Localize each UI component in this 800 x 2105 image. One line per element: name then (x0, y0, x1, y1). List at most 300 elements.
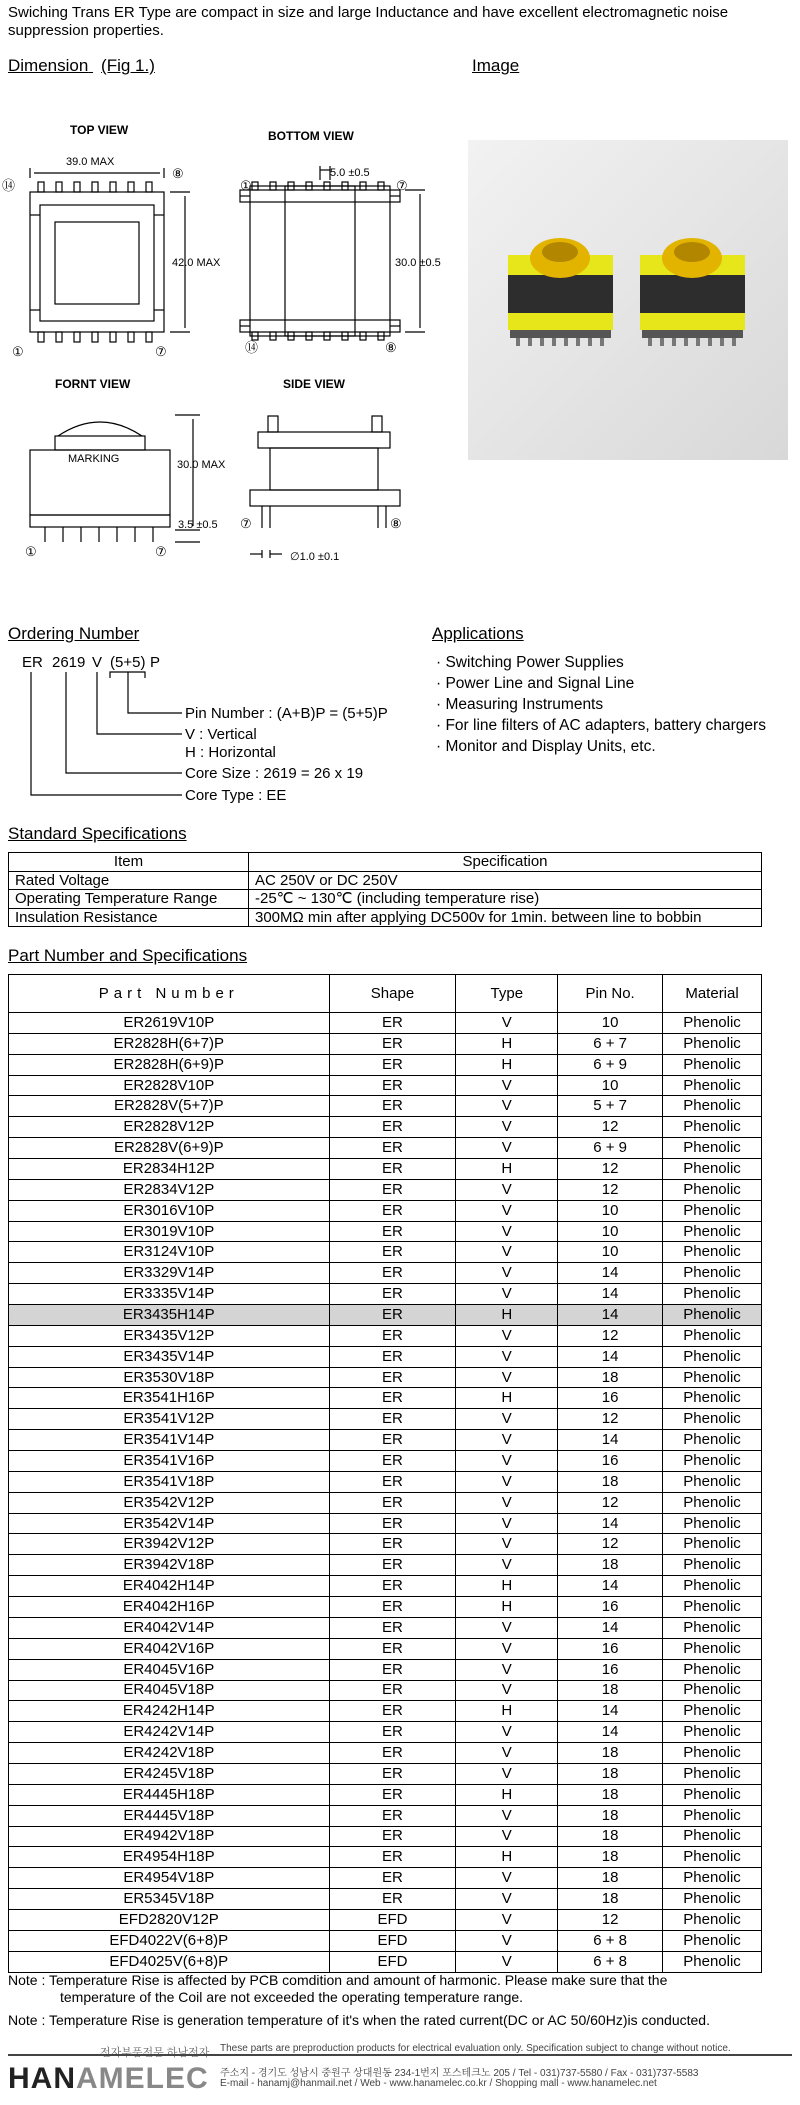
cell-part-number: ER4042V14P (9, 1617, 330, 1638)
cell-part-number: ER3541V16P (9, 1451, 330, 1472)
cell-shape: ER (329, 1784, 456, 1805)
cell-part-number: ER3016V10P (9, 1200, 330, 1221)
cell-pin-no: 14 (558, 1346, 663, 1367)
table-row (9, 1033, 762, 1054)
cell-material: Phenolic (663, 1451, 762, 1472)
table-row (9, 1159, 762, 1180)
cell-part-number: ER4954H18P (9, 1847, 330, 1868)
cell-part-number: ER3019V10P (9, 1221, 330, 1242)
std-item: Rated Voltage (9, 871, 249, 890)
cell-part-number: ER3541V18P (9, 1471, 330, 1492)
table-row (9, 1346, 762, 1367)
cell-material: Phenolic (663, 1325, 762, 1346)
cell-part-number: ER2828H(6+9)P (9, 1054, 330, 1075)
cell-shape: ER (329, 1722, 456, 1743)
side-view-label: SIDE VIEW (283, 377, 346, 391)
cell-pin-no: 16 (558, 1388, 663, 1409)
cell-material: Phenolic (663, 1117, 762, 1138)
cell-material: Phenolic (663, 1096, 762, 1117)
cell-pin-no: 14 (558, 1513, 663, 1534)
cell-material: Phenolic (663, 1805, 762, 1826)
cell-type: V (456, 1451, 558, 1472)
cell-material: Phenolic (663, 1179, 762, 1200)
cell-type: V (456, 1013, 558, 1034)
cell-part-number: ER3335V14P (9, 1284, 330, 1305)
cell-material: Phenolic (663, 1075, 762, 1096)
std-header-spec: Specification (249, 853, 762, 872)
cell-part-number: ER4242H14P (9, 1701, 330, 1722)
table-row (9, 1534, 762, 1555)
cell-material: Phenolic (663, 1054, 762, 1075)
standard-heading: Standard Specifications (8, 824, 187, 843)
cell-type: V (456, 1513, 558, 1534)
cell-shape: ER (329, 1617, 456, 1638)
cell-shape: ER (329, 1680, 456, 1701)
cell-type: H (456, 1701, 558, 1722)
dim-35: 3.5 ±0.5 (178, 519, 218, 531)
cell-pin-no: 12 (558, 1179, 663, 1200)
table-row (9, 1826, 762, 1847)
cell-shape: ER (329, 1743, 456, 1764)
table-row (9, 1951, 762, 1972)
cell-part-number: EFD2820V12P (9, 1909, 330, 1930)
cell-type: V (456, 1430, 558, 1451)
cell-part-number: ER4445V18P (9, 1805, 330, 1826)
cell-material: Phenolic (663, 1597, 762, 1618)
table-row (9, 1096, 762, 1117)
cell-material: Phenolic (663, 1826, 762, 1847)
cell-shape: ER (329, 1159, 456, 1180)
cell-part-number: ER4245V18P (9, 1763, 330, 1784)
cell-pin-no: 10 (558, 1075, 663, 1096)
company-logo (8, 2062, 209, 2096)
cell-shape: ER (329, 1451, 456, 1472)
cell-part-number: ER4042H16P (9, 1597, 330, 1618)
cell-type: V (456, 1930, 558, 1951)
cell-shape: ER (329, 1576, 456, 1597)
cell-pin-no: 18 (558, 1826, 663, 1847)
dim-39: 39.0 MAX (66, 156, 115, 168)
cell-shape: ER (329, 1179, 456, 1200)
table-row (9, 1451, 762, 1472)
fig-label: (Fig 1.) (101, 56, 155, 75)
table-row (9, 908, 762, 927)
cell-shape: EFD (329, 1909, 456, 1930)
dim-30max: 30.0 MAX (177, 459, 226, 471)
cell-material: Phenolic (663, 1221, 762, 1242)
cell-shape: ER (329, 1805, 456, 1826)
cell-shape: ER (329, 1492, 456, 1513)
cell-type: V (456, 1263, 558, 1284)
cell-material: Phenolic (663, 1847, 762, 1868)
cell-part-number: ER2828V(5+7)P (9, 1096, 330, 1117)
cell-type: V (456, 1534, 558, 1555)
table-row (9, 1179, 762, 1200)
cell-shape: ER (329, 1701, 456, 1722)
cell-type: V (456, 1096, 558, 1117)
cell-material: Phenolic (663, 1659, 762, 1680)
table-row (9, 1367, 762, 1388)
cell-pin-no: 18 (558, 1847, 663, 1868)
horizontal-desc: H : Horizontal (185, 744, 276, 761)
cell-shape: ER (329, 1471, 456, 1492)
application-item: · Monitor and Display Units, etc. (436, 736, 796, 757)
cell-part-number: ER3542V14P (9, 1513, 330, 1534)
cell-part-number: ER3942V12P (9, 1534, 330, 1555)
cell-type: V (456, 1638, 558, 1659)
code-core-type: ER (22, 654, 43, 671)
cell-material: Phenolic (663, 1284, 762, 1305)
cell-type: V (456, 1471, 558, 1492)
cell-type: V (456, 1617, 558, 1638)
cell-type: H (456, 1576, 558, 1597)
cell-part-number: ER2828V10P (9, 1075, 330, 1096)
cell-shape: EFD (329, 1951, 456, 1972)
cell-pin-no: 12 (558, 1534, 663, 1555)
cell-pin-no: 14 (558, 1284, 663, 1305)
image-heading: Image (472, 56, 520, 75)
cell-shape: ER (329, 1346, 456, 1367)
cell-part-number: ER2834V12P (9, 1179, 330, 1200)
cell-part-number: ER3530V18P (9, 1367, 330, 1388)
core-size-desc: Core Size : 2619 = 26 x 19 (185, 765, 364, 782)
cell-pin-no: 16 (558, 1638, 663, 1659)
cell-shape: ER (329, 1868, 456, 1889)
cell-pin-no: 6 + 8 (558, 1930, 663, 1951)
table-row (9, 871, 762, 890)
vertical-desc: V : Vertical (185, 726, 257, 743)
table-row (9, 890, 762, 909)
footer-contact: E-mail - hanamj@hanmail.net / Web - www.hanamelec.co.kr / Shopping mall - www.hanamelec.net (220, 2078, 657, 2089)
cell-part-number: ER2619V10P (9, 1013, 330, 1034)
front-view-label: FORNT VIEW (55, 377, 131, 391)
cell-shape: ER (329, 1138, 456, 1159)
table-row (9, 1409, 762, 1430)
cell-part-number: ER4042V16P (9, 1638, 330, 1659)
company-tagline: 전자부품전문 하남전자 (100, 2047, 210, 2059)
cell-shape: ER (329, 1659, 456, 1680)
cell-shape: ER (329, 1889, 456, 1910)
cell-part-number: ER2828V12P (9, 1117, 330, 1138)
cell-material: Phenolic (663, 1617, 762, 1638)
applications-heading: Applications (432, 624, 524, 643)
cell-type: H (456, 1784, 558, 1805)
table-row (9, 1013, 762, 1034)
pin14-top: ⑭ (2, 178, 16, 193)
table-row (9, 1471, 762, 1492)
cell-pin-no: 6 + 9 (558, 1054, 663, 1075)
code-orientation: V (92, 654, 103, 671)
header-type: Type (456, 975, 558, 1013)
table-row (9, 1722, 762, 1743)
table-row (9, 1263, 762, 1284)
pin7-side: ⑦ (240, 516, 252, 531)
table-row (9, 1805, 762, 1826)
table-row (9, 1138, 762, 1159)
cell-material: Phenolic (663, 1200, 762, 1221)
cell-pin-no: 18 (558, 1471, 663, 1492)
cell-pin-no: 18 (558, 1889, 663, 1910)
table-row (9, 1117, 762, 1138)
cell-material: Phenolic (663, 1263, 762, 1284)
code-core-size: 2619 (52, 654, 86, 671)
cell-shape: ER (329, 1388, 456, 1409)
cell-material: Phenolic (663, 1763, 762, 1784)
table-row (9, 1284, 762, 1305)
cell-shape: ER (329, 1305, 456, 1326)
cell-type: V (456, 1221, 558, 1242)
cell-type: H (456, 1847, 558, 1868)
cell-type: V (456, 1117, 558, 1138)
table-row (9, 1054, 762, 1075)
cell-shape: ER (329, 1513, 456, 1534)
table-row (9, 1909, 762, 1930)
cell-type: H (456, 1159, 558, 1180)
footer (0, 2040, 800, 2105)
cell-part-number: ER3942V18P (9, 1555, 330, 1576)
dimension-heading (8, 56, 155, 76)
cell-pin-no: 12 (558, 1117, 663, 1138)
cell-shape: ER (329, 1597, 456, 1618)
cell-type: V (456, 1179, 558, 1200)
cell-material: Phenolic (663, 1409, 762, 1430)
cell-type: V (456, 1763, 558, 1784)
ordering-diagram (0, 622, 430, 817)
cell-part-number: EFD4025V(6+8)P (9, 1951, 330, 1972)
cell-type: V (456, 1409, 558, 1430)
cell-pin-no: 18 (558, 1868, 663, 1889)
table-row (9, 1659, 762, 1680)
cell-material: Phenolic (663, 1680, 762, 1701)
cell-material: Phenolic (663, 1555, 762, 1576)
cell-shape: ER (329, 1638, 456, 1659)
cell-part-number: ER3435V14P (9, 1346, 330, 1367)
cell-material: Phenolic (663, 1242, 762, 1263)
header-part-number (9, 975, 330, 1013)
application-item: · Measuring Instruments (436, 694, 796, 715)
header-part-number-label: Part Number (98, 985, 239, 1002)
note-1: Note : Temperature Rise is affected by PCB comdition and amount of harmonic. Please make sure that the (8, 1972, 668, 1988)
cell-material: Phenolic (663, 1033, 762, 1054)
cell-part-number: ER3541V14P (9, 1430, 330, 1451)
cell-type: V (456, 1951, 558, 1972)
table-row (9, 1242, 762, 1263)
table-row (9, 1743, 762, 1764)
std-item: Insulation Resistance (9, 908, 249, 927)
cell-material: Phenolic (663, 1430, 762, 1451)
cell-part-number: ER3541H16P (9, 1388, 330, 1409)
cell-type: V (456, 1492, 558, 1513)
cell-shape: ER (329, 1263, 456, 1284)
footer-disclaimer: These parts are preproduction products for electrical evaluation only. Specification subject to change without notice. (220, 2043, 731, 2054)
table-row (9, 1847, 762, 1868)
cell-material: Phenolic (663, 1784, 762, 1805)
std-spec: AC 250V or DC 250V (249, 871, 762, 890)
table-row (9, 1576, 762, 1597)
table-row (9, 1200, 762, 1221)
cell-shape: ER (329, 1430, 456, 1451)
application-item: · Switching Power Supplies (436, 652, 796, 673)
part-number-table (8, 974, 762, 1973)
table-row (9, 1305, 762, 1326)
dim-30a: 30.0 ±0.5 (395, 257, 441, 269)
table-row (9, 1597, 762, 1618)
cell-part-number: ER4042H14P (9, 1576, 330, 1597)
cell-shape: ER (329, 1013, 456, 1034)
cell-pin-no: 18 (558, 1784, 663, 1805)
dim-42: 42.0 MAX (172, 257, 221, 269)
cell-part-number: ER2828H(6+7)P (9, 1033, 330, 1054)
cell-part-number: ER4045V16P (9, 1659, 330, 1680)
header-pin-no: Pin No. (558, 975, 663, 1013)
cell-part-number: ER4942V18P (9, 1826, 330, 1847)
marking-label: MARKING (68, 453, 120, 465)
code-suffix: P (150, 654, 161, 671)
table-row (9, 1701, 762, 1722)
table-row (9, 1617, 762, 1638)
parts-heading: Part Number and Specifications (8, 946, 248, 965)
cell-shape: ER (329, 1054, 456, 1075)
cell-material: Phenolic (663, 1471, 762, 1492)
table-row (9, 1784, 762, 1805)
cell-pin-no: 16 (558, 1597, 663, 1618)
table-row (9, 1868, 762, 1889)
cell-material: Phenolic (663, 1889, 762, 1910)
cell-type: V (456, 1659, 558, 1680)
cell-part-number: ER3542V12P (9, 1492, 330, 1513)
dim-5: 5.0 ±0.5 (330, 167, 370, 179)
cell-pin-no: 12 (558, 1409, 663, 1430)
table-row (9, 1680, 762, 1701)
cell-pin-no: 10 (558, 1013, 663, 1034)
cell-type: V (456, 1868, 558, 1889)
top-view-label: TOP VIEW (70, 123, 129, 137)
pin14-bottom: ⑭ (245, 340, 259, 355)
cell-shape: ER (329, 1075, 456, 1096)
cell-part-number: ER4242V18P (9, 1743, 330, 1764)
cell-type: V (456, 1200, 558, 1221)
table-row (9, 1221, 762, 1242)
cell-type: V (456, 1346, 558, 1367)
pin8-top: ⑧ (172, 166, 184, 181)
cell-shape: ER (329, 1555, 456, 1576)
pin1-front: ① (25, 544, 37, 559)
cell-shape: ER (329, 1096, 456, 1117)
cell-material: Phenolic (663, 1492, 762, 1513)
table-row (9, 1763, 762, 1784)
table-row (9, 1638, 762, 1659)
note-2: Note : Temperature Rise is generation temperature of it's when the rated current(DC or AC 50/60Hz)is conducted. (8, 2012, 710, 2028)
cell-pin-no: 6 + 9 (558, 1138, 663, 1159)
table-row (9, 1492, 762, 1513)
cell-material: Phenolic (663, 1930, 762, 1951)
cell-type: V (456, 1826, 558, 1847)
cell-part-number: ER2834H12P (9, 1159, 330, 1180)
cell-pin-no: 18 (558, 1367, 663, 1388)
cell-shape: ER (329, 1325, 456, 1346)
cell-material: Phenolic (663, 1159, 762, 1180)
table-row (9, 1388, 762, 1409)
intro-text: Swiching Trans ER Type are compact in size and large Inductance and have excellent electromagnetic noise suppression properties. (8, 4, 729, 39)
cell-pin-no: 18 (558, 1680, 663, 1701)
cell-pin-no: 12 (558, 1325, 663, 1346)
cell-shape: ER (329, 1367, 456, 1388)
cell-pin-no: 14 (558, 1701, 663, 1722)
cell-type: V (456, 1138, 558, 1159)
cell-material: Phenolic (663, 1743, 762, 1764)
cell-material: Phenolic (663, 1909, 762, 1930)
cell-shape: ER (329, 1284, 456, 1305)
cell-type: V (456, 1284, 558, 1305)
cell-pin-no: 16 (558, 1451, 663, 1472)
cell-material: Phenolic (663, 1346, 762, 1367)
cell-pin-no: 14 (558, 1263, 663, 1284)
cell-shape: ER (329, 1763, 456, 1784)
cell-part-number: ER5345V18P (9, 1889, 330, 1910)
cell-pin-no: 12 (558, 1909, 663, 1930)
cell-shape: ER (329, 1409, 456, 1430)
cell-type: V (456, 1367, 558, 1388)
table-row (9, 1325, 762, 1346)
pin-number-desc: Pin Number : (A+B)P = (5+5)P (185, 705, 388, 722)
pin1-bottom: ① (240, 178, 252, 193)
cell-shape: ER (329, 1826, 456, 1847)
cell-pin-no: 18 (558, 1743, 663, 1764)
cell-part-number: ER4445H18P (9, 1784, 330, 1805)
cell-pin-no: 14 (558, 1430, 663, 1451)
cell-type: V (456, 1743, 558, 1764)
note-1-cont: temperature of the Coil are not exceeded the operating temperature range. (60, 1989, 524, 2005)
cell-shape: ER (329, 1221, 456, 1242)
cell-material: Phenolic (663, 1638, 762, 1659)
cell-type: H (456, 1054, 558, 1075)
pin7-bottom: ⑦ (396, 178, 408, 193)
cell-type: H (456, 1597, 558, 1618)
table-row (9, 1075, 762, 1096)
cell-part-number: ER4242V14P (9, 1722, 330, 1743)
cell-shape: ER (329, 1200, 456, 1221)
cell-pin-no: 10 (558, 1221, 663, 1242)
applications-list (436, 652, 796, 757)
cell-part-number: ER4954V18P (9, 1868, 330, 1889)
cell-shape: ER (329, 1117, 456, 1138)
dimension-drawing (0, 110, 460, 570)
cell-pin-no: 6 + 8 (558, 1951, 663, 1972)
cell-shape: EFD (329, 1930, 456, 1951)
cell-pin-no: 18 (558, 1555, 663, 1576)
pin7-front: ⑦ (155, 544, 167, 559)
cell-material: Phenolic (663, 1722, 762, 1743)
cell-material: Phenolic (663, 1013, 762, 1034)
table-row (9, 1430, 762, 1451)
footer-address: 주소지 - 경기도 성남시 중원구 상대원동 234-1번지 포스테크노 205 / Tel - 031)737-5580 / Fax - 031)737-5583 (220, 2068, 699, 2079)
cell-shape: ER (329, 1242, 456, 1263)
application-item: · Power Line and Signal Line (436, 673, 796, 694)
cell-part-number: ER3124V10P (9, 1242, 330, 1263)
cell-type: V (456, 1242, 558, 1263)
notes (8, 1972, 792, 2035)
cell-part-number: ER3435V12P (9, 1325, 330, 1346)
cell-pin-no: 12 (558, 1492, 663, 1513)
cell-part-number: ER2828V(6+9)P (9, 1138, 330, 1159)
cell-shape: ER (329, 1847, 456, 1868)
cell-type: V (456, 1325, 558, 1346)
table-row (9, 1555, 762, 1576)
pin8-bottom: ⑧ (385, 340, 397, 355)
cell-type: H (456, 1388, 558, 1409)
cell-pin-no: 14 (558, 1576, 663, 1597)
cell-material: Phenolic (663, 1138, 762, 1159)
